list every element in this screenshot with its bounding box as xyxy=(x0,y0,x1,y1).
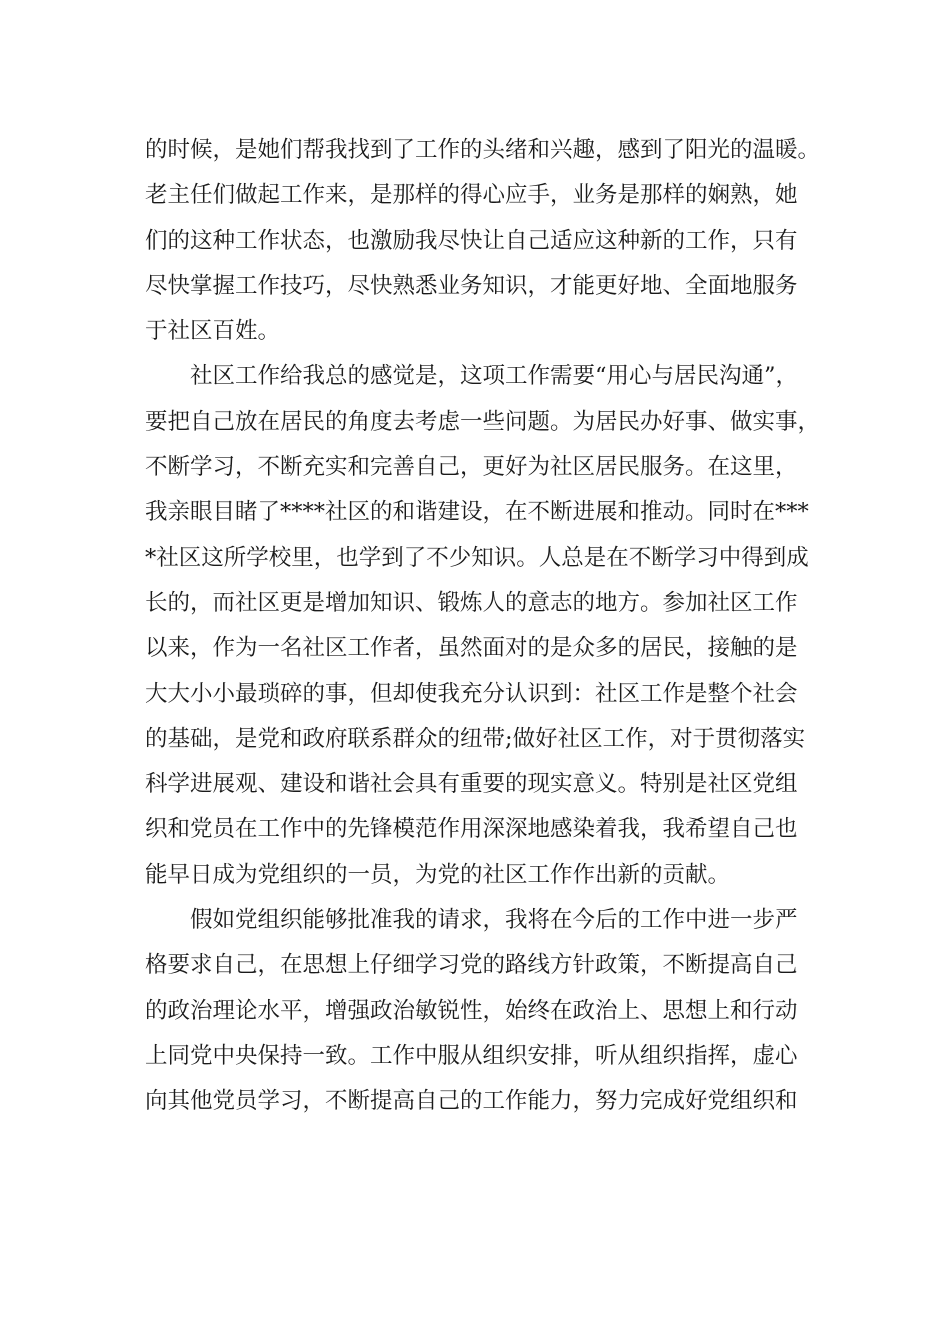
text-line: *社区这所学校里，也学到了不少知识。人总是在不断学习中得到成 xyxy=(145,544,809,571)
paragraph-1 xyxy=(145,128,821,354)
text-line: 要把自己放在居民的角度去考虑一些问题。为居民办好事、做实事， xyxy=(145,408,821,435)
text-line: 格要求自己，在思想上仔细学习党的路线方针政策，不断提高自己 xyxy=(145,952,798,979)
text-line: 科学进展观、建设和谐社会具有重要的现实意义。特别是社区党组 xyxy=(145,771,798,798)
text-line: 大大小小最琐碎的事，但却使我充分认识到：社区工作是整个社会 xyxy=(145,680,798,707)
text-line: 能早日成为党组织的一员，为党的社区工作作出新的贡献。 xyxy=(145,861,731,888)
text-line: 的政治理论水平，增强政治敏锐性，始终在政治上、思想上和行动 xyxy=(145,997,798,1024)
text-line: 不断学习，不断充实和完善自己，更好为社区居民服务。在这里， xyxy=(145,454,798,481)
text-line: 假如党组织能够批准我的请求，我将在今后的工作中进一步严 xyxy=(145,907,798,934)
text-line: 上同党中央保持一致。工作中服从组织安排，听从组织指挥，虚心 xyxy=(145,1042,798,1069)
text-line: 老主任们做起工作来，是那样的得心应手，业务是那样的娴熟，她 xyxy=(145,182,798,209)
text-line: 尽快掌握工作技巧，尽快熟悉业务知识，才能更好地、全面地服务 xyxy=(145,272,798,299)
text-line: 们的这种工作状态，也激励我尽快让自己适应这种新的工作，只有 xyxy=(145,227,798,254)
text-line: 的时候，是她们帮我找到了工作的头绪和兴趣，感到了阳光的温暖。 xyxy=(145,137,821,163)
text-line: 以来，作为一名社区工作者，虽然面对的是众多的居民，接触的是 xyxy=(145,635,798,662)
paragraph-2 xyxy=(145,354,821,898)
text-line: 的基础，是党和政府联系群众的纽带;做好社区工作，对于贯彻落实 xyxy=(145,725,806,752)
text-line: 向其他党员学习，不断提高自己的工作能力，努力完成好党组织和 xyxy=(145,1088,798,1115)
document-body xyxy=(145,128,821,1125)
text-line: 我亲眼目睹了****社区的和谐建设，在不断进展和推动。同时在*** xyxy=(145,499,809,526)
text-line: 长的，而社区更是增加知识、锻炼人的意志的地方。参加社区工作 xyxy=(145,589,798,616)
paragraph-3 xyxy=(145,898,815,1124)
text-line: 织和党员在工作中的先锋模范作用深深地感染着我，我希望自己也 xyxy=(145,816,798,843)
text-line: 于社区百姓。 xyxy=(145,318,281,345)
text-line: 社区工作给我总的感觉是，这项工作需要“用心与居民沟通”， xyxy=(145,363,799,390)
